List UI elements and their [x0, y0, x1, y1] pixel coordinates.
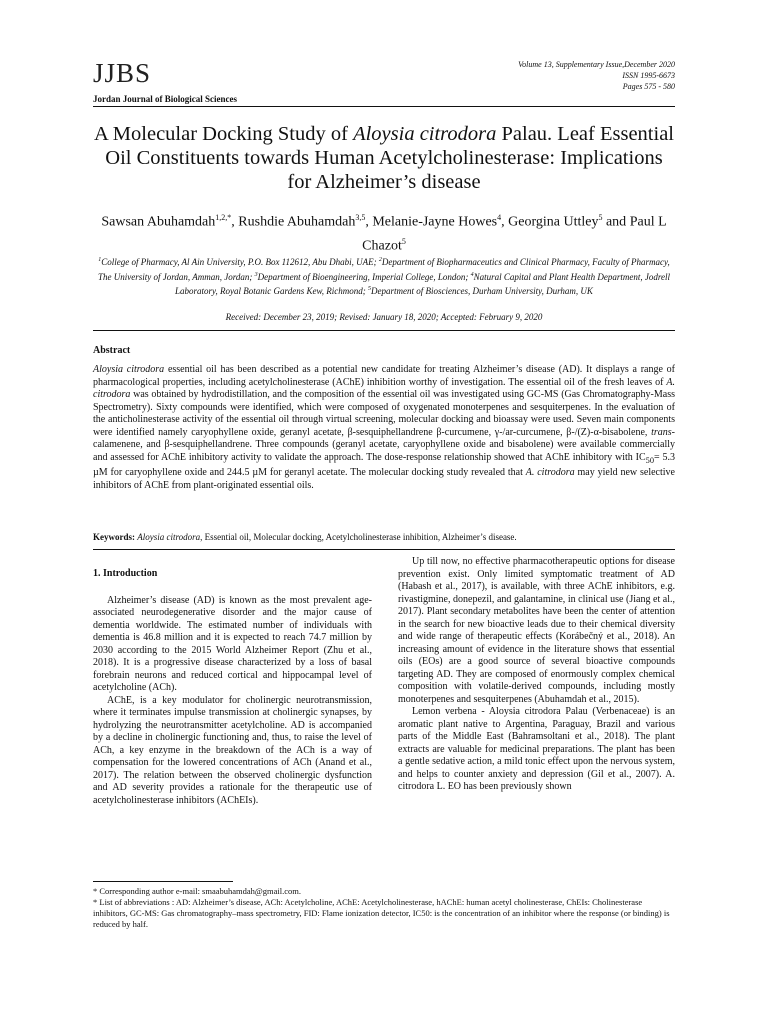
keywords-rest: , Essential oil, Molecular docking, Acetylcholinesterase inhibition, Alzheimer’s disease. [200, 532, 517, 542]
section-divider [93, 330, 675, 331]
abstract-text: was obtained by hydrodistillation, and the composition of the essential oil was investigated using GC-MS (Gas Chromatography-Mass Spectrometry). Sixty compounds were identified, which were composed of oxygenated monoterpenes and sesquiterpenes. In the evaluation of the anticholinesterase activity of the essential oil through virtual screening, molecular docking and bioassay were used. Seven main components were identified namely caryophyllene oxide, geranyl acetate, β-sesquiphellandrene β-curcumene, γ-/ar-curcumene, β-/(Z)-α-bisabolene, [93, 389, 675, 438]
received-dates: Received: December 23, 2019; Revised: January 18, 2020; Accepted: February 9, 2020 [225, 312, 543, 322]
right-column [398, 556, 675, 794]
affiliation-mark: 2 [378, 257, 382, 263]
title-part-2: Palau. Leaf Essential Oil Constituents towards Human Acetylcholinesterase: Implications for Alzheimer’s disease [105, 123, 674, 193]
affiliation-mark: 4 [470, 271, 474, 278]
keyword-species: Aloysia citrodora [137, 532, 201, 542]
affiliations [93, 254, 675, 298]
abstract-text: -calamenene, and β-sesquiphellandrene. Three compounds (geranyl acetate, caryophyllene oxide and bisabolene) were available commercially and assessed for AChE inhibitory activity to validate the approach. The dose-response relationship showed that AChE inhibitory with IC [93, 426, 675, 463]
paper-title [93, 122, 675, 194]
body-paragraph: Lemon verbena - Aloysia citrodora Palau (Verbenaceae) is an aromatic plant native to Argentina, Paraguay, Brazil and various parts of the Middle East (Bahramsoltani et al., 2018). The plant extracts are valuable for medicinal preparations. The plant has been a gentle sedative action, a mild tonic effect upon the nervous system, and helps to counter anxiety and depression (Gil et al., 2007). A. citrodora L. EO has been previously shown [398, 706, 675, 792]
abstract-heading: Abstract [93, 345, 131, 356]
author-name: Rushdie Abuhamdah [238, 214, 356, 230]
affiliation-text: Department of Bioengineering, Imperial College, London; [257, 271, 471, 282]
abstract-text: may yield new selective inhibitors of AChE from plant-originated essential oils. [93, 467, 675, 491]
volume-line: Volume 13, Supplementary Issue,December 2020 [518, 60, 675, 69]
abstract-text: essential oil has been described as a potential new candidate for treating Alzheimer’s disease (AD). It displays a range of pharmacological properties, including acetylcholinesterase (AChE) inhibition worthy of investigation. The essential oil of the fresh leaves of [93, 364, 675, 388]
author-affiliation-mark: 1,2,* [215, 213, 232, 222]
abstract-body [93, 364, 675, 492]
left-column [93, 568, 372, 807]
body-paragraph: Up till now, no effective pharmacotherapeutic options for disease prevention exist. Only limited symptomatic treatment of AD (Habash et al., 2017), is available, with three AChE inhibitors, e.g. rivastigmine, donepezil, and galantamine, in clinical use (Jiang et al., 2017). Plant secondary metabolites have been the center of attention in the search for new bioactive leads due to their chemical diversity and wide range of therapeutic effects (Korábečný et al., 2018). An increasing amount of evidence in the literature shows that essential oils (EOs) are a good source of several bioactive compounds targeting AD. They are composed of enormously complex chemical composition with volatile-derived compounds, including mostly monoterpenes and sesquiterpenes (Abuhamdah et al., 2015). [398, 556, 675, 705]
intro-heading: 1. Introduction [93, 568, 158, 579]
author-name: Melanie-Jayne Howes [372, 214, 498, 230]
journal-name: Jordan Journal of Biological Sciences [93, 94, 237, 104]
footnotes [93, 886, 675, 930]
issn-line: ISSN 1995-6673 [622, 71, 675, 80]
pages-line: Pages 575 - 580 [622, 82, 675, 91]
species-name: A. citrodora [93, 376, 675, 400]
author-affiliation-mark: 4 [497, 213, 502, 222]
body-paragraph: AChE, is a key modulator for cholinergic neurotransmission, where it terminates impulse transmission at cholinergic synapses, by hydrolyzing the neurotransmitter acetylcholine. AD is accompanied by a decline in cholinergic functioning and, thus, to raise the level of ACh, a key enzyme in the breakdown of the ACh is a way of compensation for the lowered concentrations of ACh (Anand et al., 2017). The relation between the observed cholinergic dysfunction and AD severity provides a rationale for the therapeutic use of acetylcholinesterase inhibitors (AChEIs). [93, 694, 372, 806]
keywords-label: Keywords: [93, 532, 135, 542]
trans-prefix: trans [651, 426, 672, 438]
title-species: Aloysia citrodora [353, 123, 497, 145]
keywords [93, 532, 675, 542]
abstract-text: = 5.3 µM for caryophyllene oxide and 244.5 µM for geranyl acetate. The molecular docking study revealed that [93, 451, 675, 478]
author-name: Paul L Chazot [362, 214, 667, 254]
species-name: Aloysia citrodora [93, 364, 165, 375]
species-name: A. citrodora [525, 467, 575, 478]
author-affiliation-mark: 5 [598, 213, 603, 222]
affiliation-mark: 3 [254, 271, 258, 278]
journal-logo: JJBS [93, 58, 152, 88]
body-paragraph: Alzheimer’s disease (AD) is known as the most prevalent age-associated neurodegenerative disorder and the major cause of dementia worldwide. The estimated number of individuals with dementia is 46.8 million and it is expected to reach 74.7 million by 2030 according to the 2015 World Alzheimer Report (Zhu et al., 2018). It is a progressive disease characterized by a loss of basal forebrain neurons and reduced cortical and hippocampal level of acetylcholine (ACh). [93, 594, 372, 693]
affiliation-text: College of Pharmacy, Al Ain University, P.O. Box 112612, Abu Dhabi, UAE; [101, 257, 379, 267]
author-list: Sawsan Abuhamdah$^{1,2,*}$, Rushdie Abuhamdah$^{3,5}$, Melanie-Jayne Howes$^4$, Georgina Uttley$^5$ and Paul L Chazot$^5$ [101, 213, 667, 254]
author-affiliation-mark: 3,5 [355, 213, 366, 222]
ic50-subscript: 50 [645, 455, 654, 465]
section-divider [93, 549, 675, 550]
affiliation-text: Department of Biosciences, Durham University, Durham, UK [371, 286, 593, 296]
title-part-1: A Molecular Docking Study of [94, 123, 354, 145]
header-divider [93, 106, 675, 107]
footnote-abbreviations: * List of abbreviations : AD: Alzheimer’s disease, ACh: Acetylcholine, AChE: Acetylcholinesterase, hAChE: human acetyl cholinesterase, ChEIs: Cholinesterase inhibitors, GC-MS: Gas chromatography–mass spectrometry, FID: Flame ionization detector, IC50: is the concentration of an inhibitor where the response (or binding) is reduced by half. [93, 897, 670, 929]
journal-info [518, 59, 675, 92]
affiliation-mark: 1 [98, 257, 102, 263]
author-name: Georgina Uttley [508, 214, 599, 230]
footnote-divider [93, 881, 233, 882]
affiliation-text: Department of Biopharmaceutics and Clinical Pharmacy, Faculty of Pharmacy, The University of Jordan, Amman, Jordan; [97, 257, 670, 282]
affiliation-mark: 5 [368, 286, 372, 292]
author-affiliation-mark: 5 [401, 236, 406, 246]
affiliation-text: Natural Capital and Plant Health Department, Jodrell Laboratory, Royal Botanic Gardens Kew, Richmond; [175, 271, 671, 296]
author-name: Sawsan Abuhamdah [101, 214, 216, 230]
footnote-corresponding-author: * Corresponding author e-mail: smaabuhamdah@gmail.com. [93, 886, 302, 896]
